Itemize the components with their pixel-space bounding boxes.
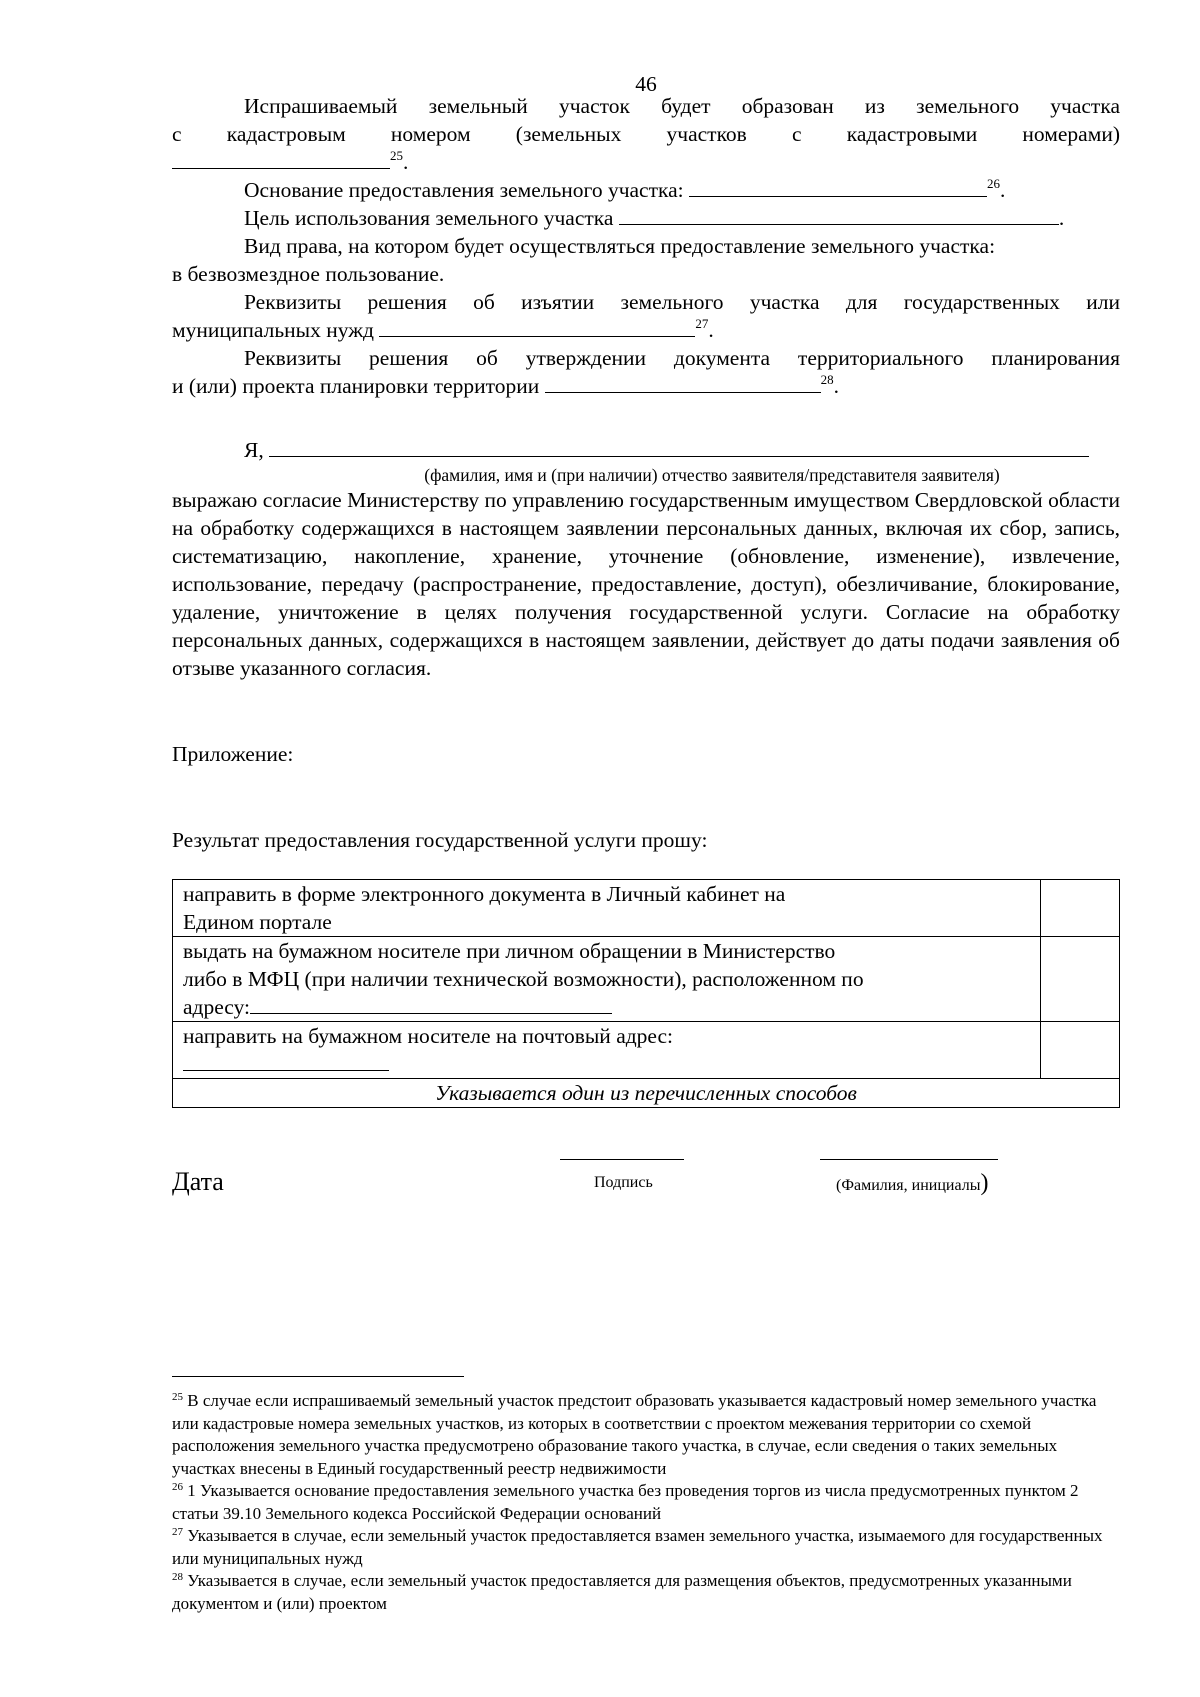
option-row-in-person bbox=[173, 937, 1120, 1022]
applicant-prefix: Я, bbox=[244, 438, 264, 462]
delivery-options-table bbox=[172, 879, 1120, 1108]
planning-line-1: Реквизиты решения об утверждении документа территориального планирования bbox=[244, 346, 1120, 370]
plot-origin-line-3: $^{25}$. bbox=[172, 148, 1120, 176]
footnotes bbox=[172, 1390, 1120, 1615]
applicant-name-blank[interactable] bbox=[269, 436, 1089, 457]
cadastral-number-blank[interactable] bbox=[172, 148, 390, 169]
footnote-ref-27: 27 bbox=[695, 316, 709, 331]
planning-blank[interactable] bbox=[545, 372, 821, 393]
seizure-blank[interactable] bbox=[379, 316, 695, 337]
option-checkbox-mail[interactable] bbox=[1041, 1022, 1120, 1079]
seizure-label: муниципальных нужд bbox=[172, 318, 374, 342]
planning-label: и (или) проекта планировки территории bbox=[172, 374, 540, 398]
mail-address-blank[interactable] bbox=[183, 1050, 389, 1071]
result-label: Результат предоставления государственной услуги прошу: bbox=[172, 828, 708, 852]
footnote-28: $^{28}$ Указывается в случае, если земельный участок предоставляется для размещения объектов, предусмотренных указанными документом и (или) проектом bbox=[172, 1571, 1072, 1613]
option-row-electronic bbox=[173, 880, 1120, 937]
right-type-line-2: в безвозмездное пользование. bbox=[172, 262, 445, 286]
basis-blank[interactable] bbox=[689, 176, 987, 197]
purpose-label: Цель использования земельного участка bbox=[244, 206, 614, 230]
basis-label: Основание предоставления земельного участка: bbox=[244, 178, 684, 202]
option-text-electronic: направить в форме электронного документа в Личный кабинет на Едином портале bbox=[173, 880, 1041, 937]
name-initials-caption: (Фамилия, инициалы) bbox=[836, 1170, 989, 1196]
option-checkbox-in-person[interactable] bbox=[1041, 937, 1120, 1022]
footnote-25: $^{25}$ В случае если испрашиваемый земельный участок предстоит образовать указывается кадастровый номер земельного участка или кадастровые номера земельных участков, из которых в соответствии с проектом межевания территории со схемой расположения земельного участка предусмотрено образование такого участка, в случае, если сведения о таких земельных участках внесены в Единый государственный реестр недвижимости bbox=[172, 1391, 1097, 1478]
footnote-ref-25: 25 bbox=[390, 148, 403, 163]
date-label: Дата bbox=[172, 1167, 224, 1196]
purpose-blank[interactable] bbox=[619, 204, 1059, 225]
option-note: Указывается один из перечисленных способов bbox=[173, 1079, 1120, 1108]
footnote-separator bbox=[172, 1376, 464, 1377]
footnote-26: $^{26}$ 1 Указывается основание предоставления земельного участка без проведения торгов из числа предусмотренных пунктом 2 статьи 39.10 Земельного кодекса Российской Федерации оснований bbox=[172, 1481, 1079, 1523]
signature-caption: Подпись bbox=[594, 1174, 653, 1191]
footnote-27: $^{27}$ Указывается в случае, если земельный участок предоставляется взамен земельного участка, изымаемого для государственных или муниципальных нужд bbox=[172, 1526, 1103, 1568]
footnote-ref-28: 28 bbox=[820, 372, 834, 387]
applicant-caption: (фамилия, имя и (при наличии) отчество заявителя/представителя заявителя) bbox=[424, 465, 1000, 485]
planning-line-2: и (или) проекта планировки территории $^{28}$. bbox=[172, 372, 839, 398]
option-text-mail: направить на бумажном носителе на почтовый адрес: bbox=[173, 1022, 1041, 1079]
right-type-line-1: Вид права, на котором будет осуществляться предоставление земельного участка: bbox=[244, 234, 996, 258]
footnote-ref-26: 26 bbox=[987, 176, 1001, 191]
option-text-in-person: выдать на бумажном носителе при личном обращении в Министерство либо в МФЦ (при наличии технической возможности), расположенном по адресу: bbox=[173, 937, 1041, 1022]
in-person-address-blank[interactable] bbox=[250, 993, 612, 1014]
signature-line[interactable] bbox=[560, 1159, 684, 1160]
name-initials-line[interactable] bbox=[820, 1159, 998, 1160]
attachment-label: Приложение: bbox=[172, 742, 294, 766]
consent-paragraph: выражаю согласие Министерству по управлению государственным имуществом Свердловской области на обработку содержащихся в настоящем заявлении персональных данных, включая их сбор, запись, систематизацию, накопление, хранение, уточнение (обновление, изменение), извлечение, использование, передачу (распространение, предоставление, доступ), обезличивание, блокирование, удаление, уничтожение в целях получения государственной услуги. Согласие на обработку персональных данных, содержащихся в настоящем заявлении, действует до даты подачи заявления об отзыве указанного согласия. bbox=[172, 488, 1120, 680]
seizure-line-2: муниципальных нужд $^{27}$. bbox=[172, 316, 714, 342]
option-note-row bbox=[173, 1079, 1120, 1108]
plot-origin-line-1: Испрашиваемый земельный участок будет образован из земельного участка bbox=[244, 94, 1120, 118]
option-checkbox-electronic[interactable] bbox=[1041, 880, 1120, 937]
purpose-line: Цель использования земельного участка . bbox=[244, 206, 1065, 230]
applicant-line bbox=[172, 436, 1192, 464]
page-number: 46 bbox=[635, 72, 657, 96]
seizure-line-1: Реквизиты решения об изъятии земельного участка для государственных или bbox=[244, 290, 1120, 314]
plot-origin-line-2: с кадастровым номером (земельных участков с кадастровыми номерами) bbox=[172, 122, 1120, 146]
basis-line: Основание предоставления земельного участка: $^{26}$. bbox=[244, 176, 1006, 202]
option-row-mail bbox=[173, 1022, 1120, 1079]
